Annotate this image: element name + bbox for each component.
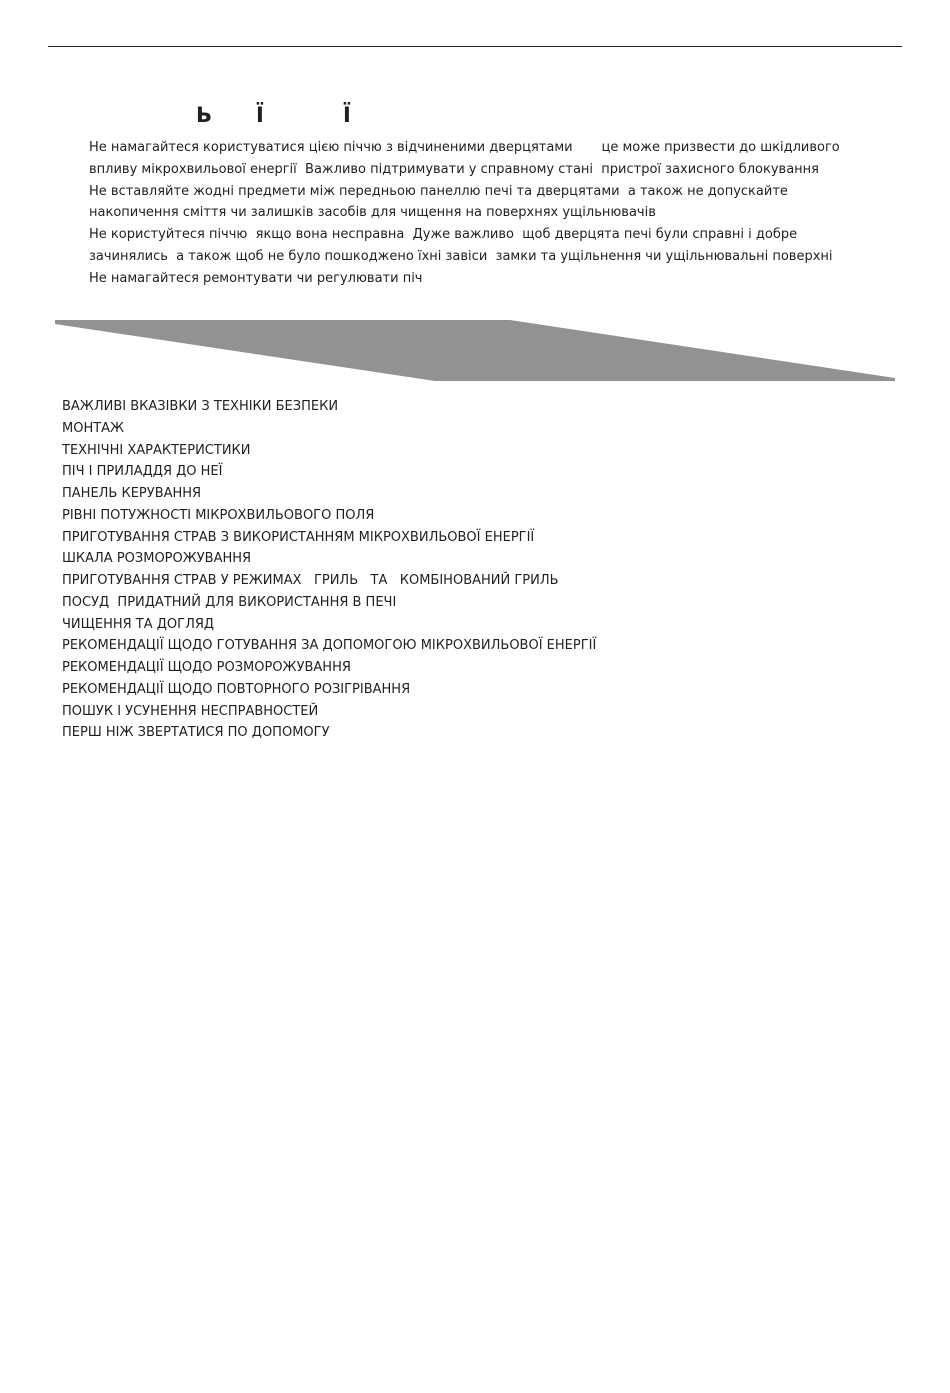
toc-item[interactable]: РЕКОМЕНДАЦІЇ ЩОДО РОЗМОРОЖУВАННЯ xyxy=(62,660,351,675)
warning-line: Не намагайтеся ремонтувати чи регулювати піч xyxy=(89,270,423,286)
toc-item[interactable]: ТЕХНІЧНІ ХАРАКТЕРИСТИКИ xyxy=(62,442,251,458)
toc-item[interactable]: ПЕРШ НІЖ ЗВЕРТАТИСЯ ПО ДОПОМОГУ xyxy=(62,725,330,741)
warning-line: Не намагайтеся користуватися цією піччю з відчиненими дверцятами це може призвести до шкідливого xyxy=(89,140,840,155)
toc-item[interactable]: ПІЧ І ПРИЛАДДЯ ДО НЕЇ xyxy=(62,464,223,480)
toc-item[interactable]: ПОСУД ПРИДАТНИЙ ДЛЯ ВИКОРИСТАННЯ В ПЕЧІ xyxy=(62,594,397,610)
table-of-contents xyxy=(62,396,862,744)
toc-item[interactable]: ЧИЩЕННЯ ТА ДОГЛЯД xyxy=(62,616,215,632)
toc-item[interactable]: РЕКОМЕНДАЦІЇ ЩОДО ГОТУВАННЯ ЗА ДОПОМОГОЮ МІКРОХВИЛЬОВОЇ ЕНЕРГІЇ xyxy=(62,638,597,654)
toc-item[interactable]: РЕКОМЕНДАЦІЇ ЩОДО ПОВТОРНОГО РОЗІГРІВАННЯ xyxy=(62,681,411,697)
banner-shape xyxy=(55,320,895,381)
section-heading xyxy=(0,100,950,130)
warning-line: накопичення сміття чи залишків засобів для чищення на поверхнях ущільнювачів xyxy=(89,205,656,221)
safety-warnings xyxy=(89,137,909,290)
warning-line: зачинялись а також щоб не було пошкоджено їхні завіси замки та ущільнення чи ущільнювальні поверхні xyxy=(89,248,833,264)
toc-item[interactable]: ШКАЛА РОЗМОРОЖУВАННЯ xyxy=(62,551,252,567)
toc-item[interactable]: ВАЖЛИВІ ВКАЗІВКИ З ТЕХНІКИ БЕЗПЕКИ xyxy=(62,399,339,414)
heading-glyph-2: Ї xyxy=(256,103,264,127)
toc-item[interactable]: ПОШУК І УСУНЕННЯ НЕСПРАВНОСТЕЙ xyxy=(62,703,319,719)
top-rule xyxy=(48,46,902,47)
warning-line: впливу мікрохвильової енергії Важливо підтримувати у справному стані пристрої захисного блокування xyxy=(89,161,819,177)
toc-item[interactable]: РІВНІ ПОТУЖНОСТІ МІКРОХВИЛЬОВОГО ПОЛЯ xyxy=(62,507,375,523)
warning-line: Не вставляйте жодні предмети між передньою панеллю печі та дверцятами а також не допускайте xyxy=(89,183,788,199)
heading-glyph-3: Ї xyxy=(343,103,351,127)
toc-item[interactable]: ПРИГОТУВАННЯ СТРАВ З ВИКОРИСТАННЯМ МІКРОХВИЛЬОВОЇ ЕНЕРГІЇ xyxy=(62,529,535,545)
toc-item[interactable]: МОНТАЖ xyxy=(62,420,125,436)
heading-glyph-1: Ь xyxy=(196,103,213,127)
toc-item[interactable]: ПАНЕЛЬ КЕРУВАННЯ xyxy=(62,486,202,501)
toc-item[interactable]: ПРИГОТУВАННЯ СТРАВ У РЕЖИМАХ ГРИЛЬ ТА КОМБІНОВАНИЙ ГРИЛЬ xyxy=(62,573,559,588)
warning-line: Не користуйтеся піччю якщо вона несправна Дуже важливо щоб дверцята печі були справні і добре xyxy=(89,227,798,243)
grey-banner xyxy=(0,318,950,384)
